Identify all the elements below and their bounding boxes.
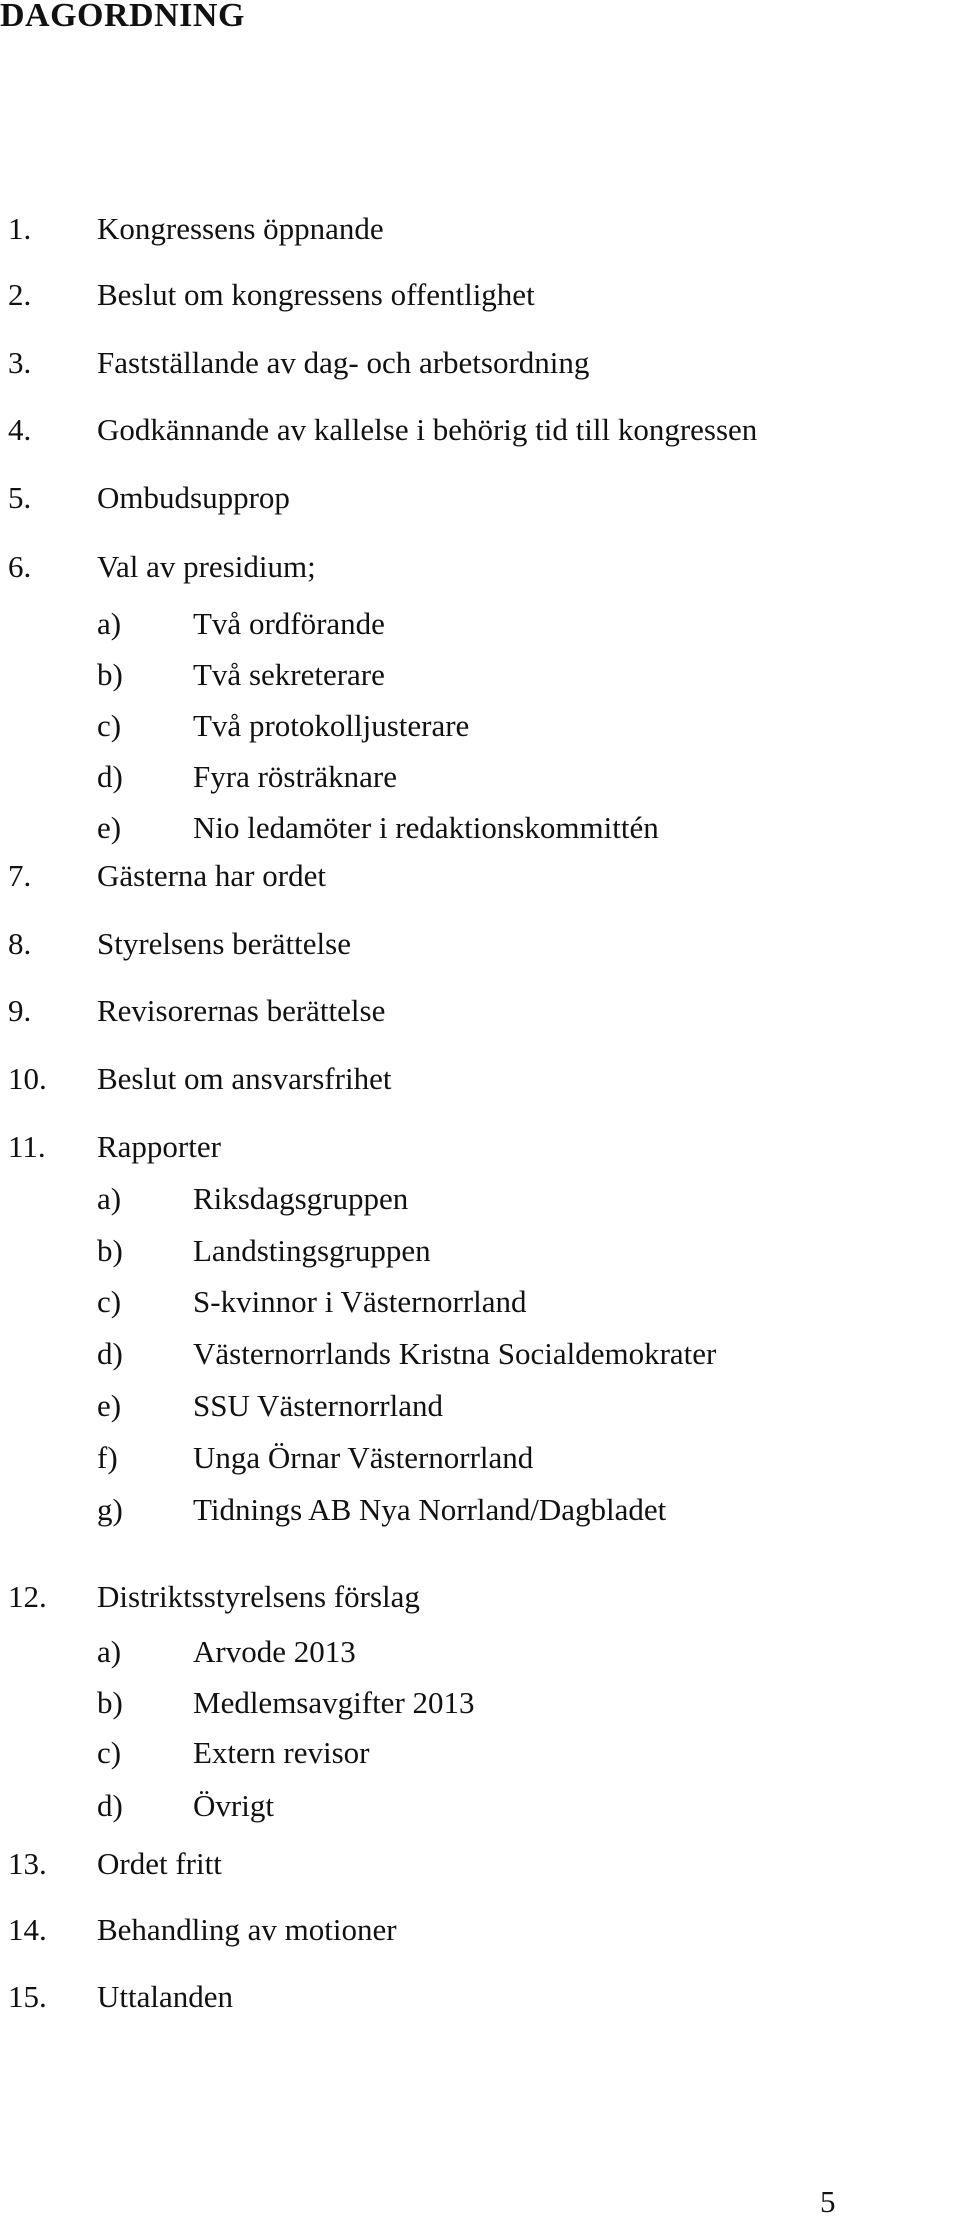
agenda-subitem-letter: b) bbox=[97, 657, 123, 692]
agenda-subitem-letter: f) bbox=[97, 1440, 118, 1475]
agenda-subitem-text: Extern revisor bbox=[193, 1735, 370, 1770]
agenda-subitem-letter: a) bbox=[97, 606, 122, 641]
agenda-subitem-text: Unga Örnar Västernorrland bbox=[193, 1440, 534, 1475]
agenda-item-number: 1. bbox=[8, 211, 32, 246]
agenda-item-text: Behandling av motioner bbox=[97, 1912, 397, 1947]
agenda-item-number: 3. bbox=[8, 345, 32, 380]
agenda-subitem-letter: a) bbox=[97, 1634, 122, 1669]
agenda-item-text: Beslut om ansvarsfrihet bbox=[97, 1061, 392, 1096]
page-title: DAGORDNING bbox=[0, 0, 245, 34]
agenda-subitem-text: Övrigt bbox=[193, 1788, 274, 1823]
agenda-item-number: 7. bbox=[8, 858, 32, 893]
agenda-item-text: Styrelsens berättelse bbox=[97, 926, 351, 961]
agenda-item-number: 11. bbox=[8, 1129, 46, 1164]
agenda-subitem-letter: g) bbox=[97, 1492, 123, 1527]
agenda-item-text: Godkännande av kallelse i behörig tid till kongressen bbox=[97, 412, 758, 447]
agenda-subitem-letter: c) bbox=[97, 1284, 122, 1319]
agenda-item-number: 5. bbox=[8, 480, 32, 515]
agenda-subitem-text: Landstingsgruppen bbox=[193, 1233, 431, 1268]
agenda-item-text: Beslut om kongressens offentlighet bbox=[97, 277, 535, 312]
agenda-subitem-text: Fyra rösträknare bbox=[193, 759, 397, 794]
agenda-item-text: Ordet fritt bbox=[97, 1846, 222, 1881]
agenda-subitem-text: Två ordförande bbox=[193, 606, 385, 641]
agenda-item-text: Revisorernas berättelse bbox=[97, 993, 386, 1028]
agenda-subitem-letter: d) bbox=[97, 1336, 123, 1371]
agenda-item-text: Val av presidium; bbox=[97, 549, 316, 584]
agenda-subitem-text: Västernorrlands Kristna Socialdemokrater bbox=[193, 1336, 717, 1371]
agenda-item-text: Distriktsstyrelsens förslag bbox=[97, 1579, 420, 1614]
agenda-item-number: 10. bbox=[8, 1061, 47, 1096]
agenda-subitem-text: Tidnings AB Nya Norrland/Dagbladet bbox=[193, 1492, 667, 1527]
agenda-subitem-letter: d) bbox=[97, 759, 123, 794]
agenda-subitem-letter: b) bbox=[97, 1233, 123, 1268]
agenda-item-number: 8. bbox=[8, 926, 32, 961]
agenda-subitem-letter: e) bbox=[97, 810, 122, 845]
agenda-item-text: Gästerna har ordet bbox=[97, 858, 326, 893]
agenda-subitem-text: Två sekreterare bbox=[193, 657, 385, 692]
agenda-subitem-letter: a) bbox=[97, 1181, 122, 1216]
agenda-item-text: Ombudsupprop bbox=[97, 480, 290, 515]
agenda-subitem-text: Nio ledamöter i redaktionskommittén bbox=[193, 810, 659, 845]
agenda-item-text: Fastställande av dag- och arbetsordning bbox=[97, 345, 590, 380]
agenda-subitem-text: Två protokolljusterare bbox=[193, 708, 470, 743]
agenda-item-number: 13. bbox=[8, 1846, 47, 1881]
agenda-item-number: 14. bbox=[8, 1912, 47, 1947]
agenda-item-number: 15. bbox=[8, 1979, 47, 2014]
agenda-item-number: 9. bbox=[8, 993, 32, 1028]
agenda-item-number: 2. bbox=[8, 277, 32, 312]
agenda-subitem-text: SSU Västernorrland bbox=[193, 1388, 443, 1423]
agenda-subitem-letter: c) bbox=[97, 708, 122, 743]
page-number: 5 bbox=[820, 2184, 836, 2219]
agenda-item-text: Kongressens öppnande bbox=[97, 211, 384, 246]
agenda-item-number: 12. bbox=[8, 1579, 47, 1614]
agenda-subitem-text: S-kvinnor i Västernorrland bbox=[193, 1284, 527, 1319]
agenda-item-number: 4. bbox=[8, 412, 32, 447]
agenda-item-text: Rapporter bbox=[97, 1129, 221, 1164]
agenda-item-text: Uttalanden bbox=[97, 1979, 234, 2014]
agenda-subitem-letter: e) bbox=[97, 1388, 122, 1423]
agenda-subitem-letter: d) bbox=[97, 1788, 123, 1823]
agenda-subitem-text: Riksdagsgruppen bbox=[193, 1181, 409, 1216]
agenda-subitem-letter: c) bbox=[97, 1735, 122, 1770]
agenda-item-number: 6. bbox=[8, 549, 32, 584]
agenda-subitem-text: Arvode 2013 bbox=[193, 1634, 356, 1669]
agenda-subitem-text: Medlemsavgifter 2013 bbox=[193, 1685, 475, 1720]
agenda-subitem-letter: b) bbox=[97, 1685, 123, 1720]
